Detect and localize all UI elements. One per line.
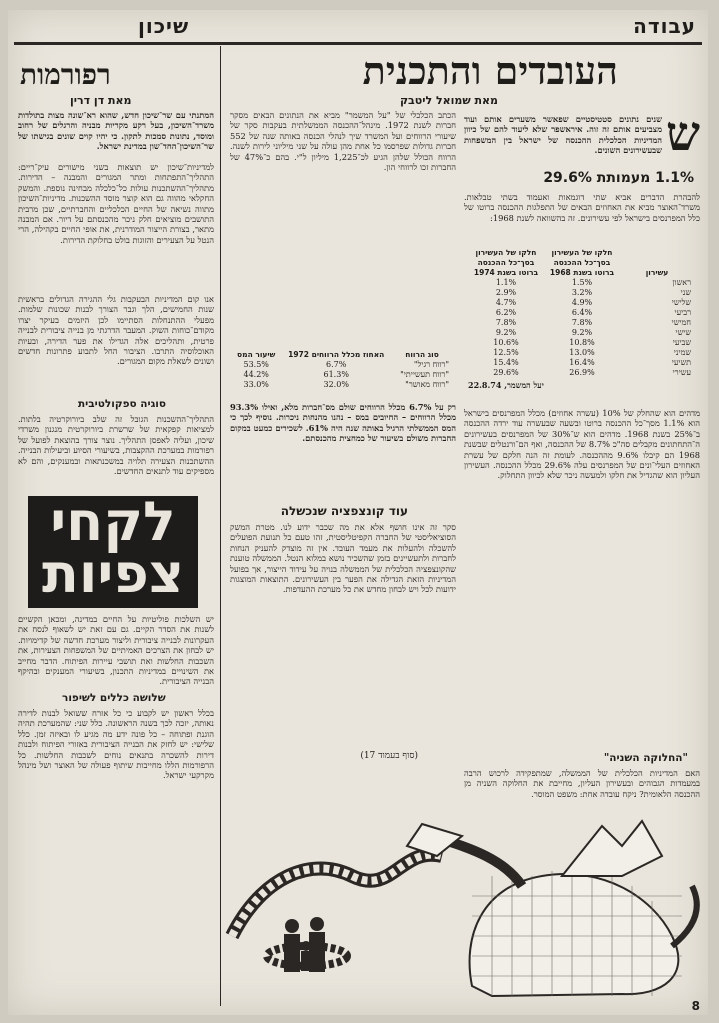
side-intro: המתנתי עם שר־שיכון חדש, שהוא רא־שונה מצות בתולדות משרד־השיכון, בעל רקע מקריות מבניה והרגלים של רחוב ומוסד, נתונות סמכות לתקון. כי יהיו קוים שונים בגישתו של שר־השיכון־החד־שון במדינת ישראל. xyxy=(18,110,214,152)
side-subheading: סוגיה ספקולטיבית xyxy=(78,398,167,410)
concept-heading: עוד קונצפציה שנכשלה xyxy=(280,504,408,518)
table2-row xyxy=(232,380,452,390)
table1-row xyxy=(468,288,694,298)
table2-header-share: האחוז מכלל הרווחים 1972 xyxy=(288,350,385,359)
table1-cell: שמיני xyxy=(673,348,691,357)
continued-note: (סוף בעמוד 17) xyxy=(360,751,418,761)
rules-heading: שלושה כללים לשיפור xyxy=(62,692,166,704)
section-label-work: עבודה xyxy=(633,14,696,38)
table2-cell: 61.3% xyxy=(323,370,349,379)
table1-header-1968: חלקו של העשירון בסך־כל ההכנסה ברוטו בשנת 1968 xyxy=(549,248,615,277)
table1-cell: 29.6% xyxy=(493,368,519,377)
main-intro-text: שנים נתונים סטטיסטיים שפאשר משערים אותם ועוד מצביעים אותם זה זוה. איראשפר שלא ליעוד להם של כיוון המדיניות הכלכלית ההכנסה של ישראל בין המשפחות שבעשירונים השונים. xyxy=(464,114,663,156)
table1-row xyxy=(468,308,694,318)
table2-cell: 6.7% xyxy=(326,360,347,369)
table1-body xyxy=(468,278,694,378)
table1-cell: 7.8% xyxy=(571,318,593,327)
table1-row xyxy=(468,278,694,288)
table2-header-type: סוג הרווח xyxy=(405,350,439,359)
table2-cell: "רווח תעשייתי" xyxy=(400,370,449,379)
table1-source: יעל המשמר, 22.8.74 xyxy=(468,380,544,390)
main-col-mid-lower: סקר זה אינו חושף אלא את מה שכבר ידוע לנו. מטרת המשק הסוציאליסטי של החברה הקפיטליסטית, זהו טעם כל תנועת הפועלים להשכלה ולהעלות את מעמד העובד. אין זה מוצדק להעניק הנחות לחברות ולתעשיינים בזמן שהשכיר נושא במלוא הנטל. הממשלה טוענת שהקונצפציה הכלכלית של הממשלה בנויה על עידוד הייצור, אך בפועל המדיניות הזאת הגדילה את הפער בין העשירונים. התוצאות המוצגות ידועות לכל ויש לבחון מחדש את כל מערכת ההעדפות. xyxy=(230,522,456,595)
box-title-line2: צפיות xyxy=(41,542,185,605)
table1-row xyxy=(468,298,694,308)
dragon-illustration xyxy=(222,816,706,1004)
main-col-right-lower: מדהים הוא שהחלק של 10% (עשרה אחוזים) מכלל המפרנסים בישראל הוא 1.1% מסך־כל ההכנסה ברוטו ובשעה שבעשרה עוד ירדה ההכנסה ב־25% בשנת 1968. מדהים הוא ש־30% של המפרנסים בעשירונים ה־התחתונים מקבלים סה"כ 8.7% של ההכנסה, ואף הם־ורנטלים שבשנת 1968 הם קיבלו 9.6% מההכנסה. לעומת זה הנה חלקם של עשרת האחוזים העלי־ונים של המפרנסים עלה 29.6% מכלל ההכנסה. העשירון העליון הוא שהגדיל את חלקו ולמעשה ניכר שלא לכיוון התחלוק. xyxy=(464,408,700,481)
table1-cell: 9.2% xyxy=(495,328,517,337)
side-col2b: בכלל ראשון יש לקבוע כי כל אזרח ששואל לבנות לדירה נאותה, יזכה לכך בשנה הראשונה. כלל שני: שהמערכת תהיה הוגנת ופתוחה – כל פונה ידע מה מגיע לו ובאיזה זמן. כלל שלישי: יש לחזק את הבנייה הציבורית באזורי הפיתוח ולבנות דירות להשכרה בתנאים נוחים לשכבות החלשות. כל הרפורמות הללו מחייבות שיתוף פעולה של האוצר ושל מינהל מקרקעי ישראל. xyxy=(18,708,214,781)
income-table xyxy=(468,248,694,390)
table2-row xyxy=(232,370,452,380)
table2-cell: "רווח רגיל" xyxy=(413,360,449,369)
side-byline: מאת דן דרין xyxy=(70,94,132,107)
box-title-line1: לקחי xyxy=(50,490,176,553)
table2-cell: "רווח מאושר" xyxy=(405,380,449,389)
main-intro xyxy=(464,114,700,166)
side-col2: יש השלכות פוליטיות על החיים במדינה, ומכאן הקשיים לשנות את הסדר הקיים. גם עם זאת יש לשאוף לנסח את העקרונות לבנייה ציבורית וליצור מערכת חדשה של קדימויות. יש לבחון את הצרכים האמיתיים של המשפחות הצעירות, את השכבות החלשות ואת תושבי עיירות הפיתוח. הדבר מחייב את השינויים במדיניות התכנון, בשיעורי המענקים ובהיקף הבנייה הציבורית. xyxy=(18,614,214,687)
table1-cell: 12.5% xyxy=(493,348,519,357)
table1-cell: 3.2% xyxy=(571,288,593,297)
second-distribution-heading: "החלוקה השניה" xyxy=(603,752,688,764)
tax-table xyxy=(232,350,452,390)
table1-cell: רביעי xyxy=(674,308,691,317)
table1-cell: 16.4% xyxy=(569,358,595,367)
side-col1: למדיניות־שיכון יש תוצאות בשני מישורים עיק־ריים: התהליך־התפתחות ומתר המגורים והמבנה – הדירות. מתהליך־ההשתכנות עולות כל־כלכלה מבחינה נוספת. והמשק החקלאי מהווה גם הוא קוצר מוסד ההשכנות. מדיניות־השיכון מתווה נשיאה של החיים הכלכליים והחברתיים, שכן מרבית התושבים מוציאים חלק ניכר מהכנסתם על דיור. אם המבנה מתאר, בצורת הייצור המודרנית, את אופי החיים בקהילה, הרי הנטל על הצעירים והזוגות בולט בחלוקת הדירות. xyxy=(18,162,214,245)
table1-cell: שלישי xyxy=(671,298,691,307)
table1-cell: שישי xyxy=(675,328,691,337)
dragon-wing xyxy=(562,821,662,876)
main-byline: מאת שמואל ליטבק xyxy=(399,94,498,107)
table1-row xyxy=(468,358,694,368)
table2-cell: 53.5% xyxy=(243,360,269,369)
table1-row xyxy=(468,328,694,338)
table1-row xyxy=(468,338,694,348)
table1-cell: שני xyxy=(680,288,691,297)
main-col-right-bottom: האם המדיניות הכלכלית של הממשלה, שמתפקידה לרכוש הרבה במעמדות הגבוהים ובעשירון העליון, מחייבת את החלוקה השניה מן ההכנסה הלאומית? ניקח עובדה אחת: משפט המוסר. xyxy=(464,768,700,799)
section-label-housing: שיכון xyxy=(138,14,190,38)
table1-cell: 26.9% xyxy=(569,368,595,377)
table1-row xyxy=(468,348,694,358)
box-title xyxy=(28,490,198,608)
side-col1b: אנו קום המדיניות הבעקבות גלי ההגירה הגדולים בראשית שנות החמישים, הלך וגבר הצורך לבנות שכונות שלמות. מפעלי ההתנחלות הסתיימו לכן היזמים בעיקר יצרו מקודם־כוחות השוק. המעבר הדרגתי מן בנייה ציבורית לבנייה פרטית, ותהליכים אלה הגדילו את פער הדירה, ובעיות האוכלוסיה התרבו. הציבור החל לתבוע פתרונות חדשים ושונים לשאלת מקום המגורים. xyxy=(18,294,214,367)
table1-cell: ראשון xyxy=(672,278,691,287)
page-number: 8 xyxy=(691,999,700,1013)
side-col1c: התהליך־ההשכנות הגובל זה שלב ביורוקרטיה בלתות. למציאות קפקאית של שרשרת ביורוקרטית מנגנון משרדי שיכון, ועליה לאפסן התהליך. נוצר צורך בהוצאת לפועל של רפורמות במערכת ההקצבות, בשיעורי הסיוע וביעילות הבנייה. ההשתכנות הצעירה תלויה במשכנתאות ובמענקים, והם לא מספיקים עוד לתנאים החדשים. xyxy=(18,414,214,477)
table1-cell: 6.2% xyxy=(495,308,517,317)
table1-cell: 2.9% xyxy=(495,288,517,297)
table1-header-1974: חלקו של העשירון בסך־כל ההכנסה ברוטו בשנת 1974 xyxy=(473,248,539,277)
table2-cell: 44.2% xyxy=(243,370,269,379)
dragon-body xyxy=(470,871,682,996)
dropcap: ש xyxy=(666,114,700,162)
table1-cell: תשיעי xyxy=(671,358,691,367)
column-divider xyxy=(220,46,221,1006)
main-col-mid-after-table: רק על 6.7% מכלל הרווחים שולם מס־חברות מלא, ואילו 93.3% מכלל הרווחים – החיובים במס – נהנו מהנחות ניכרות. נוסיף לכך כי המס הממשלתי הרגיל באותה שנה היה 61%. לשכירים כמעט במקום החברות משולם בשיעור של כמחצית מהכנסתם. xyxy=(230,402,456,444)
table1-cell: 1.1% xyxy=(495,278,517,287)
table1-cell: 9.2% xyxy=(571,328,593,337)
table1-cell: 6.4% xyxy=(571,308,593,317)
table2-cell: 33.0% xyxy=(243,380,269,389)
main-headline: העובדים והתכנית xyxy=(362,48,618,93)
table1-cell: 7.8% xyxy=(495,318,517,327)
table1-row xyxy=(468,368,694,378)
newspaper-page xyxy=(8,10,708,1015)
table1-cell: 1.5% xyxy=(571,278,593,287)
table2-header-tax: שיעור המס xyxy=(237,350,276,359)
table1-cell: חמישי xyxy=(671,318,691,327)
table2-body xyxy=(232,360,452,390)
table1-cell: 4.9% xyxy=(571,298,593,307)
table1-cell: שביעי xyxy=(672,338,691,347)
table1-cell: 15.4% xyxy=(493,358,519,367)
table1-cell: עשירי xyxy=(672,368,691,377)
table1-cell: 4.7% xyxy=(495,298,517,307)
main-col-mid-top: הכתב הכלכלי של "על המשמר" מביא את הנתונים הבאים מסקר חברות לשנת 1972. מינהל־ההכנסה הממשלתית בעקבות סקר של שיעורי הרווחים ועל המשרד שיך לנהלי הכנסה באותה שנה של 552 חברות גדולות שפרסמו כל אחת מהן עולה על שני מיליוני לירות לשנה. הרווח הכולל שלהן הגיע לכ־1,225 מיליון ל"י. בהם כ־47% של החברות זכו לרווחי הון. xyxy=(230,110,456,173)
table1-cell: 10.8% xyxy=(569,338,595,347)
percent-heading: 1.1% מעמותת 29.6% xyxy=(543,170,694,186)
percent-text: להבהרת הדברים אביא שתי דוגמאות ואעמוד בשתי טבלאות. משרד־האוצר מביא את האחוזים הבאים של התפלגות ההכנסה ברוטו של כלל המפרנסים בישראל לפי עשירונים. זה בהשוואה לשנת 1968: xyxy=(464,192,700,223)
table1-row xyxy=(468,318,694,328)
table1-header-decile: עשירון xyxy=(645,268,669,277)
family-figures xyxy=(267,917,347,972)
table2-row xyxy=(232,360,452,370)
table1-cell: 13.0% xyxy=(569,348,595,357)
table1-cell: 10.6% xyxy=(493,338,519,347)
top-rule xyxy=(14,42,702,45)
table2-cell: 32.0% xyxy=(323,380,349,389)
side-headline: רפורמות xyxy=(20,58,111,91)
